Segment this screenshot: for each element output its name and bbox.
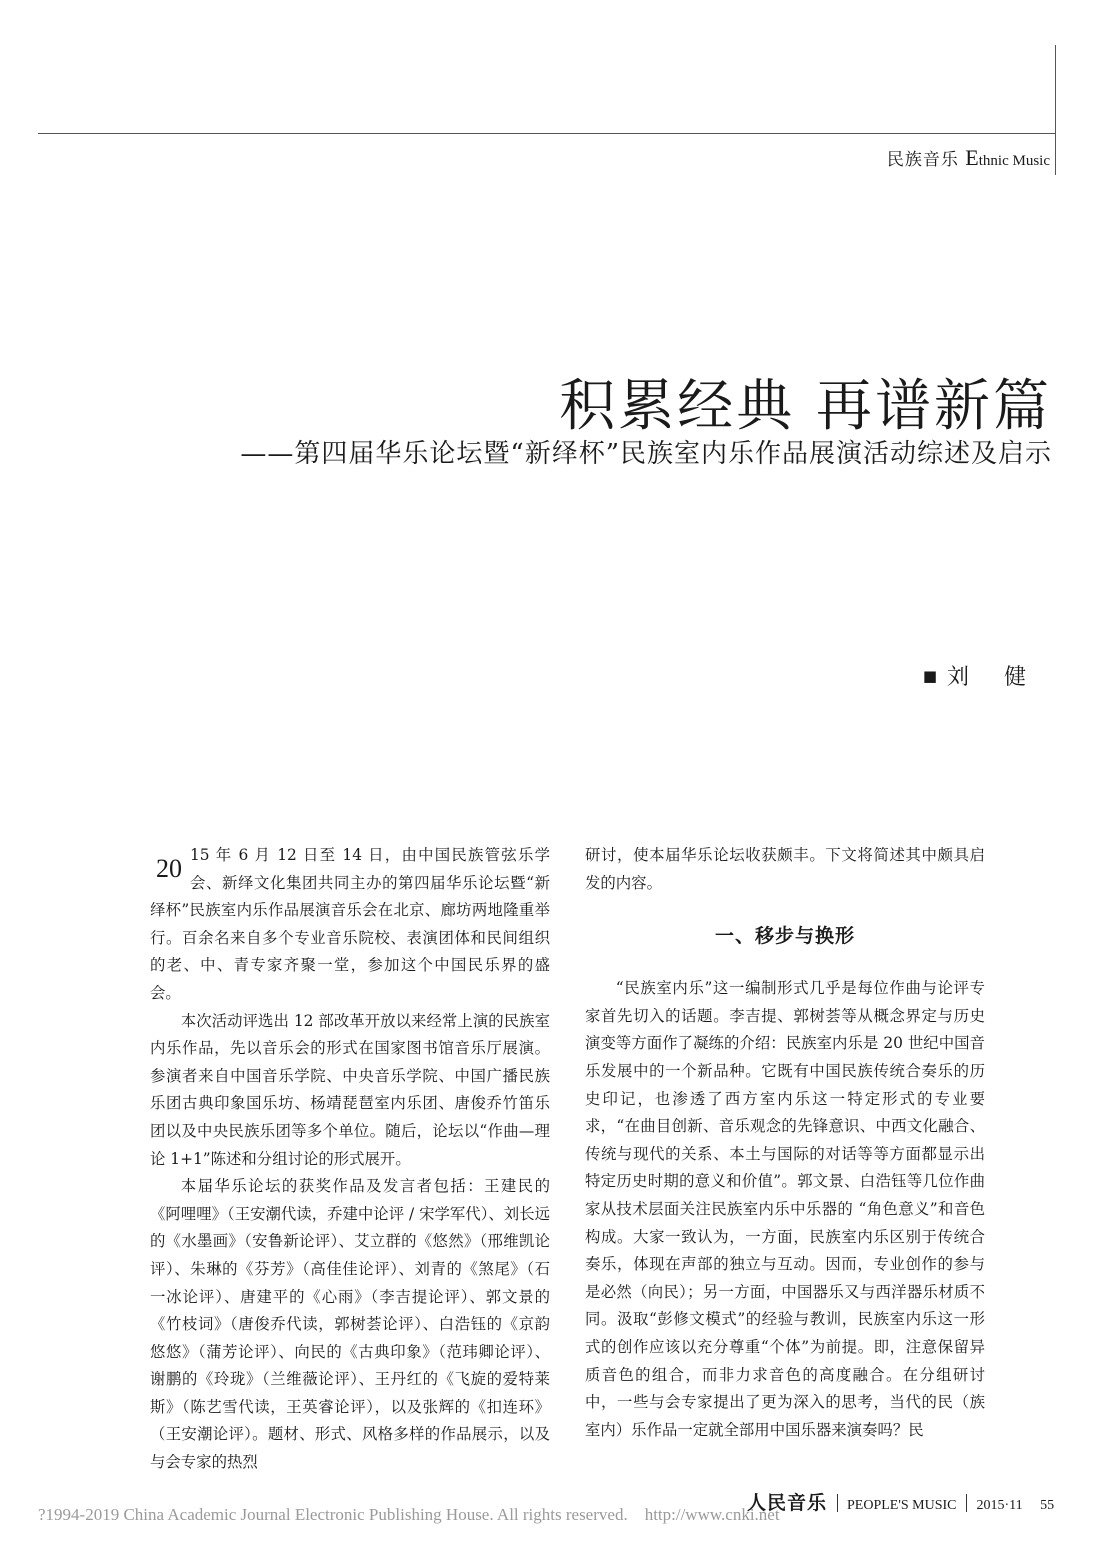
dropcap: 20 xyxy=(156,854,182,883)
section-tag-cn: 民族音乐 xyxy=(886,150,959,170)
magazine-logo: 人民音乐 xyxy=(747,1492,828,1514)
article-subtitle: ——第四届华乐论坛暨“新绎杯”民族室内乐作品展演活动综述及启示 xyxy=(240,439,1052,469)
magazine-name: PEOPLE'S MUSIC xyxy=(847,1498,957,1513)
page-number: 55 xyxy=(1040,1498,1055,1513)
body-paragraph-1: 20 15 年 6 月 12 日至 14 日，由中国民族管弦乐学会、新绎文化集团共同主办的第四届华乐论坛暨“新绎杯”民族室内乐作品展演音乐会在北京、廊坊两地隆重举行。百余名来自多个专业音乐院校、表演团体和民间组织的老、中、青专家齐聚一堂，参加这个中国民乐界的盛会。 xyxy=(150,846,550,1002)
section-tag-en: Ethnic Music xyxy=(965,145,1050,170)
body-paragraph-4: “民族室内乐”这一编制形式几乎是每位作曲与论评专家首先切入的话题。李吉提、郭树荟等从概念界定与历史演变等方面作了凝练的介绍：民族室内乐是 20 世纪中国音乐发展中的一个新品种。它既有中国民族传统合奏乐的历史印记，也渗透了西方室内乐这一特定形式的专业要求，“在曲目创新、音乐观念的先锋意识、中西文化融合、传统与现代的关系、本土与国际的对话等等方面都显示出特定历史时期的意义和价值”。郭文景、白浩钰等几位作曲家从技术层面关注民族室内乐中乐器的 “角色意义”和音色构成。大家一致认为，一方面，民族室内乐区别于传统合奏乐，体现在声部的独立与互动。因而，专业创作的参与是必然（向民）；另一方面，中国器乐又与西洋器乐材质不同。汲取“彭修文模式”的经验与教训，民族室内乐这一形式的创作应该以充分尊重“个体”为前提。即，注意保留异质音色的组合，而非力求音色的高度融合。在分组研讨中，一些与会专家提出了更为深入的思考，当代的民（族室内）乐作品一定就全部用中国乐器来演奏吗？民 xyxy=(585,979,985,1439)
author-byline xyxy=(923,660,1040,691)
body-paragraph-continued: 研讨，使本届华乐论坛收获颇丰。下文将简述其中颇具启发的内容。 xyxy=(585,846,985,892)
header-horizontal-rule xyxy=(38,133,1056,134)
footer-divider xyxy=(966,1494,967,1512)
author-name: 刘 健 xyxy=(947,665,1040,690)
article-title: 积累经典 再谱新篇 xyxy=(559,374,1052,439)
header-vertical-rule xyxy=(1055,45,1056,175)
right-column xyxy=(585,842,985,1444)
left-column xyxy=(150,842,550,1477)
body-paragraph-3: 本届华乐论坛的获奖作品及发言者包括：王建民的《阿哩哩》（王安潮代读，乔建中论评 / 宋学军代）、刘长远的《水墨画》（安鲁新论评）、艾立群的《悠然》（邢维凯论评）、朱琳的《芬芳》（高佳佳论评）、刘青的《煞尾》（石一冰论评）、唐建平的《心雨》（李吉提论评）、郭文景的《竹枝词》（唐俊乔代读，郭树荟论评）、白浩钰的《京韵悠悠》（蒲芳论评）、向民的《古典印象》（范玮卿论评）、谢鹏的《玲珑》（兰维薇论评）、王丹红的《飞旋的爱特莱斯》（陈艺雪代读，王英睿论评），以及张辉的《扣连环》（王安潮论评）。题材、形式、风格多样的作品展示，以及与会专家的热烈 xyxy=(150,1177,550,1472)
page-footer xyxy=(747,1488,1054,1515)
footer-divider xyxy=(837,1494,838,1512)
section-heading: 一、移步与换形 xyxy=(714,925,855,948)
section-tag xyxy=(887,145,1050,171)
issue-number: 2015·11 xyxy=(976,1498,1023,1513)
author-bullet-icon: ■ xyxy=(922,667,937,685)
body-paragraph-2: 本次活动评选出 12 部改革开放以来经常上演的民族室内乐作品，先以音乐会的形式在国家图书馆音乐厅展演。参演者来自中国音乐学院、中央音乐学院、中国广播民族乐团古典印象国乐坊、杨靖琵琶室内乐团、唐俊乔竹笛乐团以及中央民族乐团等多个单位。随后，论坛以“作曲—理论 1+1”陈述和分组讨论的形式展开。 xyxy=(150,1011,550,1168)
copyright-notice: ?1994-2019 China Academic Journal Electronic Publishing House. All rights reserved. http://www.cnki.net xyxy=(38,1505,780,1524)
